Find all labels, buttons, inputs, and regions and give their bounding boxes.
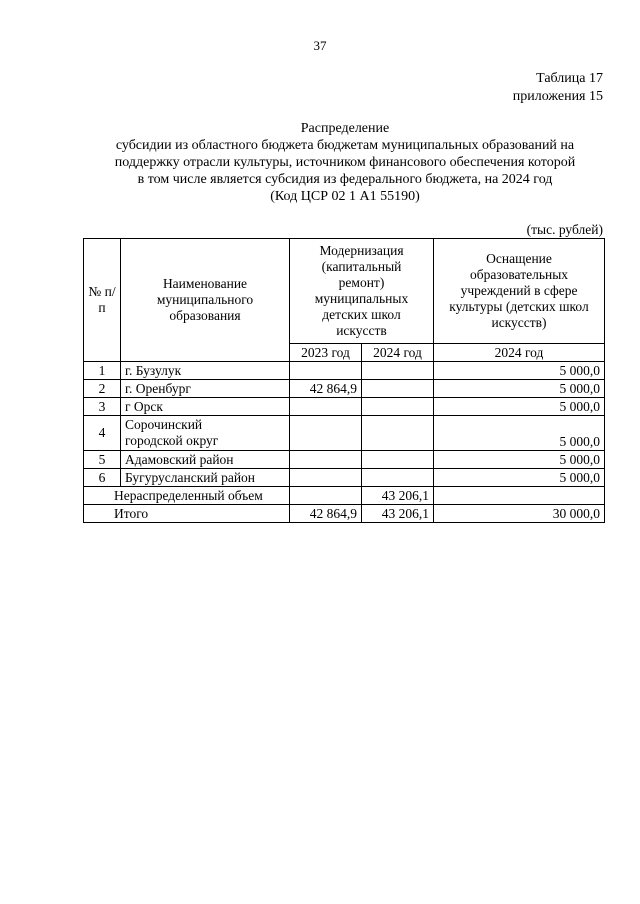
row-num: 1: [84, 362, 121, 380]
table-row: [84, 380, 605, 398]
row-2024: [362, 380, 434, 398]
row-equipment: 5 000,0: [434, 469, 605, 487]
row-name: г. Бузулук: [121, 362, 290, 380]
document-title: [80, 120, 610, 205]
title-line1: Распределение: [300, 121, 390, 136]
unallocated-label: Нераспределенный объем: [84, 487, 290, 505]
header-name: Наименование муниципального образования: [121, 239, 290, 362]
table-ref-line1: Таблица 17: [536, 71, 603, 86]
row-2023: [290, 469, 362, 487]
row-2023: [290, 451, 362, 469]
total-2023: 42 864,9: [290, 505, 362, 523]
table-row: [84, 362, 605, 380]
total-row: [84, 505, 605, 523]
subheader-2023: 2023 год: [290, 344, 362, 362]
row-equipment: 5 000,0: [434, 380, 605, 398]
row-equipment: 5 000,0: [434, 362, 605, 380]
unallocated-2023: [290, 487, 362, 505]
row-name: Адамовский район: [121, 451, 290, 469]
unallocated-row: [84, 487, 605, 505]
subheader-2024: 2024 год: [362, 344, 434, 362]
row-2023: [290, 398, 362, 416]
table-row: [84, 416, 605, 451]
row-2023: 42 864,9: [290, 380, 362, 398]
table-header-row: [84, 239, 605, 344]
table-row: [84, 451, 605, 469]
row-num: 2: [84, 380, 121, 398]
row-name: г. Оренбург: [121, 380, 290, 398]
header-equipment: Оснащение образовательных учреждений в сфере культуры (детских школ искусств): [434, 239, 605, 344]
row-num: 4: [84, 416, 121, 451]
table-row: [84, 398, 605, 416]
row-2024: [362, 416, 434, 451]
title-line3: поддержку отрасли культуры, источником финансового обеспечения которой: [114, 155, 576, 170]
row-2024: [362, 398, 434, 416]
row-equipment: 5 000,0: [434, 416, 605, 451]
title-line4: в том числе является субсидия из федерального бюджета, на 2024 год: [137, 172, 553, 187]
row-2024: [362, 469, 434, 487]
row-name: Бугурусланский район: [121, 469, 290, 487]
total-2024: 43 206,1: [362, 505, 434, 523]
row-2023: [290, 362, 362, 380]
page-number: 37: [313, 38, 327, 53]
title-line2: субсидии из областного бюджета бюджетам муниципальных образований на: [115, 138, 575, 153]
row-num: 6: [84, 469, 121, 487]
title-line5: (Код ЦСР 02 1 А1 55190): [270, 189, 420, 204]
total-label: Итого: [84, 505, 290, 523]
row-name: г Орск: [121, 398, 290, 416]
row-2023: [290, 416, 362, 451]
header-num: № п/п: [84, 239, 121, 362]
total-equipment: 30 000,0: [434, 505, 605, 523]
header-modernization: Модернизация (капитальный ремонт) муниципальных детских школ искусств: [290, 239, 434, 344]
unallocated-equipment: [434, 487, 605, 505]
row-num: 3: [84, 398, 121, 416]
table-row: [84, 469, 605, 487]
table-reference: [513, 70, 603, 106]
row-equipment: 5 000,0: [434, 451, 605, 469]
row-num: 5: [84, 451, 121, 469]
row-2024: [362, 362, 434, 380]
distribution-table: [83, 238, 605, 523]
row-equipment: 5 000,0: [434, 398, 605, 416]
row-name: Сорочинский городской округ: [121, 416, 290, 451]
unallocated-2024: 43 206,1: [362, 487, 434, 505]
subheader-equipment-2024: 2024 год: [434, 344, 605, 362]
row-2024: [362, 451, 434, 469]
table-ref-line2: приложения 15: [512, 89, 603, 104]
units-label: (тыс. рублей): [526, 222, 603, 237]
